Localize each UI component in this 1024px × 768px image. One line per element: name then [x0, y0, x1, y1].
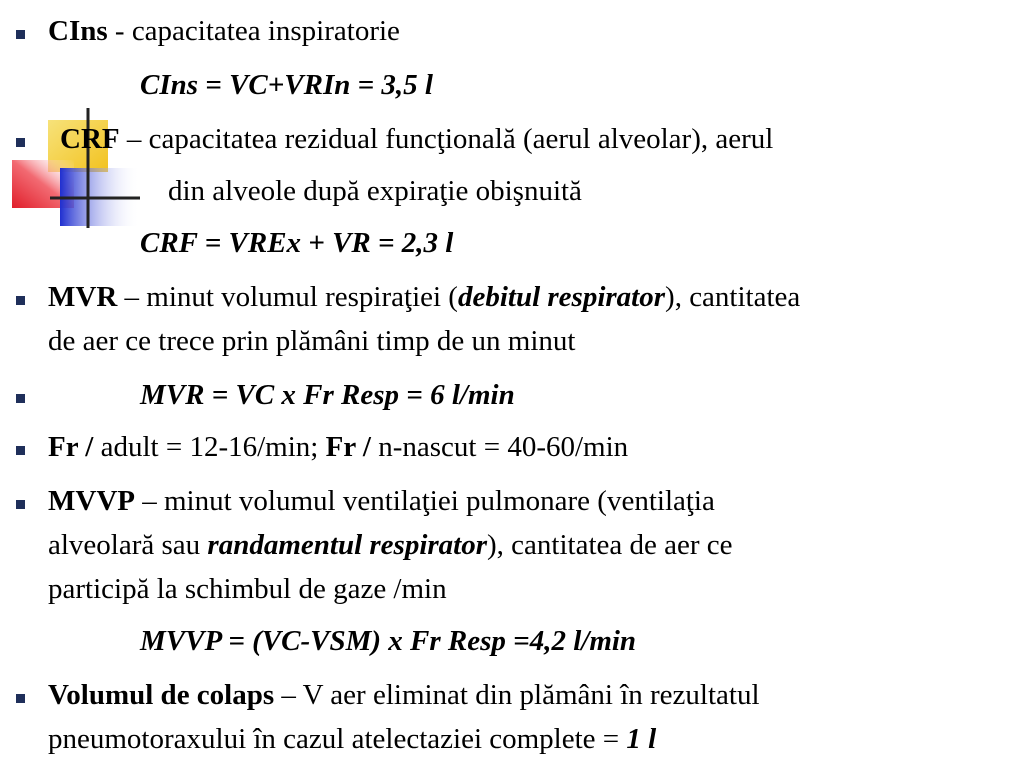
bullet-marker	[16, 30, 25, 39]
bullet-marker	[16, 296, 25, 305]
bullet-marker	[16, 694, 25, 703]
bullet-marker	[16, 500, 25, 509]
term-mvr: MVR	[48, 281, 118, 313]
term-crf: CRF	[60, 123, 120, 155]
bullet-marker	[16, 394, 25, 403]
term-collapse-volume: Volumul de colaps	[48, 679, 275, 711]
bullet-marker	[16, 138, 25, 147]
term-mvvp: MVVP	[48, 485, 135, 517]
term-cins: CIns	[48, 15, 108, 47]
bullet-marker	[16, 446, 25, 455]
